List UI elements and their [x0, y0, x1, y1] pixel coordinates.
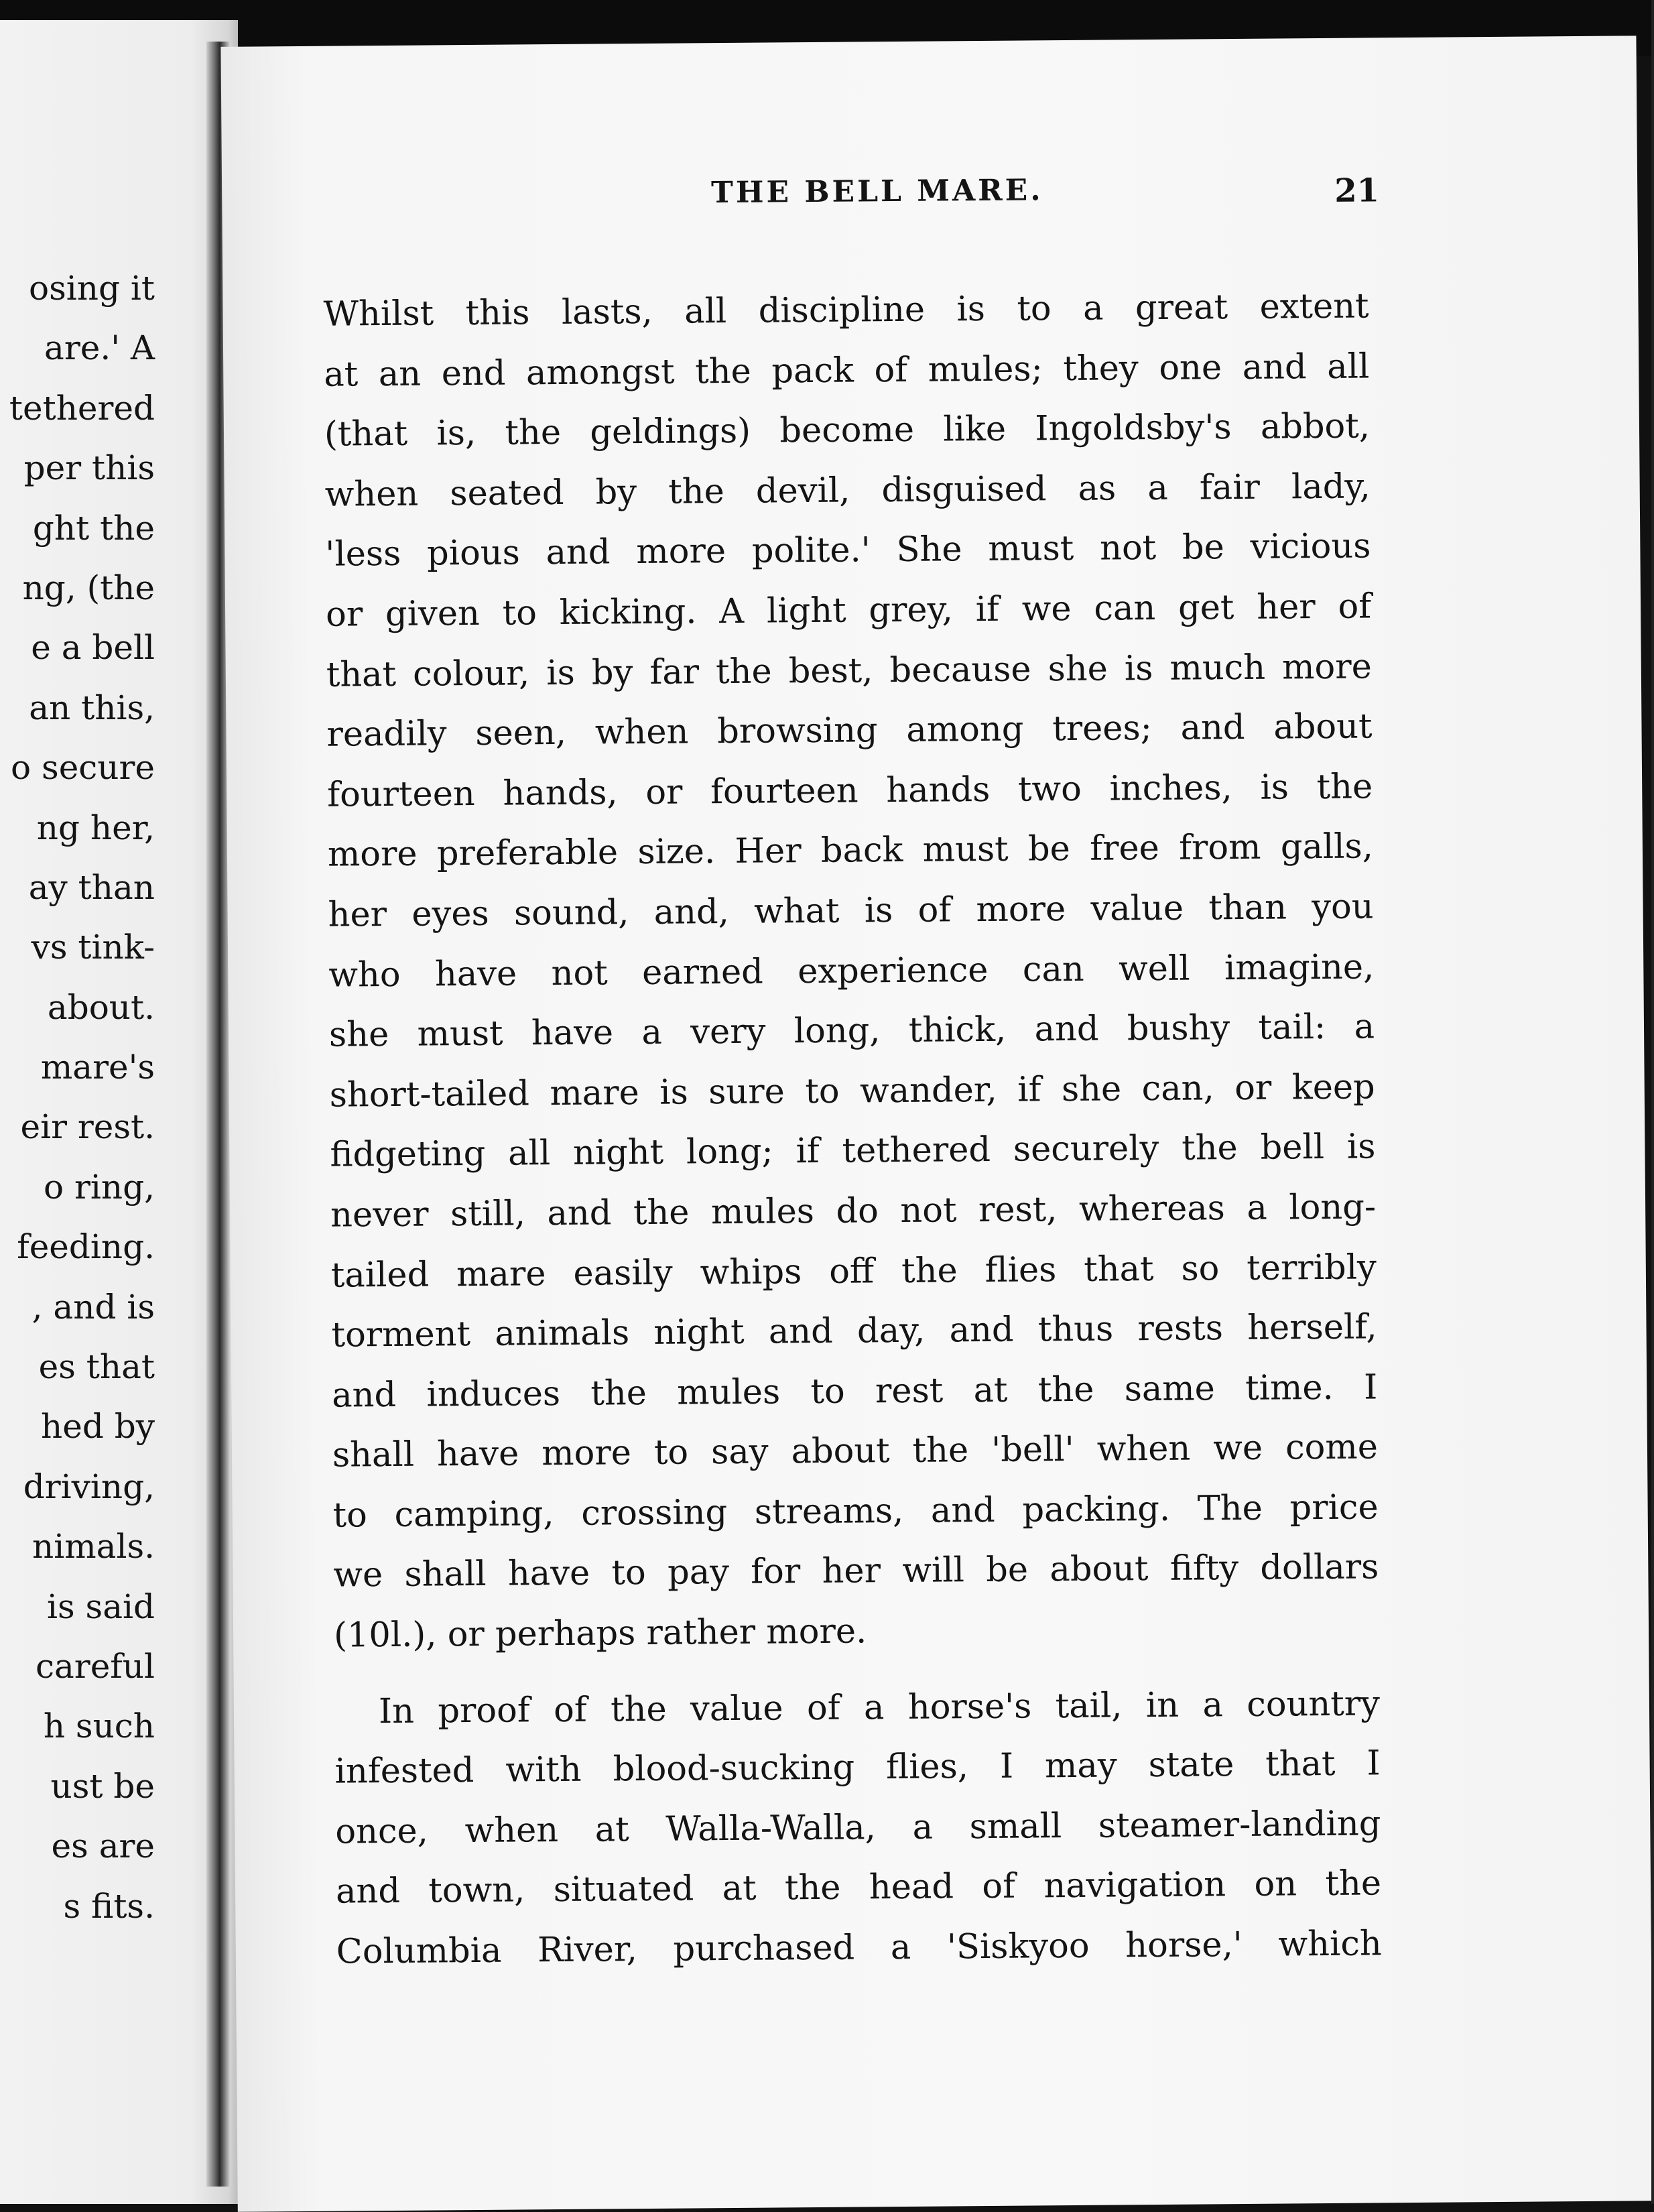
text-line: In proof of the value of a horse's tail, in a country [378, 1684, 1381, 1731]
facing-page-line: are.' A [44, 328, 155, 368]
facing-page-line: s fits. [63, 1886, 155, 1926]
paragraph [334, 1674, 1382, 1982]
text-line: she must have a very long, thick, and bushy tail: a [328, 1007, 1375, 1055]
text-line: shall have more to say about the 'bell' when we come [332, 1427, 1379, 1475]
text-line: (10l.), or perhaps rather more. [333, 1611, 867, 1656]
paragraph [323, 276, 1379, 1666]
text-line: at an end amongst the pack of mules; they one and all [324, 347, 1370, 395]
text-line: never still, and the mules do not rest, whereas a long- [330, 1187, 1377, 1235]
facing-page-line: o ring, [44, 1167, 155, 1207]
text-line: and town, situated at the head of navigation on the [335, 1863, 1382, 1912]
facing-page-line: per this [23, 448, 155, 488]
facing-page-line: o secure [11, 748, 155, 788]
facing-page-line: driving, [23, 1467, 155, 1506]
facing-page-line: about. [47, 987, 155, 1027]
text-line: that colour, is by far the best, because she is much more [326, 647, 1373, 695]
facing-page-left [0, 20, 238, 2204]
facing-page-line: an this, [29, 688, 155, 727]
facing-page-text [9, 259, 155, 1937]
body-text [323, 276, 1382, 1982]
text-line: Whilst this lasts, all discipline is to a great extent [323, 286, 1369, 334]
facing-page-line: es that [38, 1347, 155, 1387]
text-line: fourteen hands, or fourteen hands two inches, is the [327, 767, 1373, 815]
text-line: when seated by the devil, disguised as a fair lady, [324, 467, 1371, 515]
text-line: her eyes sound, and, what is of more value than you [328, 887, 1374, 935]
text-line: once, when at Walla-Walla, a small steamer-landing [335, 1804, 1381, 1852]
text-line: we shall have to pay for her will be about fifty dollars [333, 1547, 1379, 1596]
text-line: more preferable size. Her back must be free from galls, [327, 826, 1374, 875]
facing-page-line: ay than [28, 867, 155, 907]
facing-page-line: mare's [40, 1048, 155, 1087]
text-line: torment animals night and day, and thus rests herself, [331, 1307, 1377, 1355]
facing-page-line: ght the [32, 508, 155, 548]
facing-page-line: ng her, [36, 808, 155, 847]
facing-page-line: ng, (the [22, 568, 155, 607]
running-title: THE BELL MARE. [710, 173, 1043, 210]
facing-page-line: e a bell [31, 628, 155, 668]
facing-page-line: h such [43, 1707, 155, 1746]
text-line: readily seen, when browsing among trees; and about [326, 706, 1373, 755]
facing-page-line: eir rest. [20, 1107, 155, 1147]
facing-page-line: osing it [29, 269, 155, 308]
text-line: infested with blood-sucking flies, I may state that I [334, 1743, 1381, 1792]
page-right [220, 36, 1653, 2211]
text-line: to camping, crossing streams, and packing. The price [332, 1487, 1379, 1536]
text-line: tailed mare easily whips off the flies that so terribly [330, 1247, 1377, 1296]
page-number: 21 [1334, 172, 1380, 210]
text-line: short-tailed mare is sure to wander, if she can, or keep [329, 1067, 1375, 1115]
text-line: and induces the mules to rest at the same time. I [332, 1367, 1378, 1416]
facing-page-line: nimals. [32, 1527, 155, 1566]
text-line: fidgeting all night long; if tethered securely the bell is [330, 1127, 1376, 1175]
text-line: who have not earned experience can well imagine, [328, 946, 1375, 995]
text-line: (that is, the geldings) become like Ingoldsby's abbot, [324, 406, 1371, 454]
facing-page-line: tethered [9, 388, 155, 428]
facing-page-line: , and is [31, 1287, 155, 1327]
facing-page-line: hed by [41, 1407, 155, 1447]
page-header [222, 168, 1637, 227]
facing-page-line: es are [51, 1827, 155, 1866]
text-line: 'less pious and more polite.' She must not be vicious [325, 526, 1371, 575]
facing-page-line: feeding. [17, 1227, 155, 1267]
facing-page-line: vs tink- [31, 928, 155, 967]
text-line: Columbia River, purchased a 'Siskyoo horse,' which [336, 1924, 1382, 1972]
facing-page-line: is said [46, 1587, 155, 1626]
scan-right-border [1651, 0, 1654, 2204]
facing-page-line: ust be [50, 1766, 155, 1806]
facing-page-line: careful [35, 1646, 155, 1686]
text-line: or given to kicking. A light grey, if we can get her of [325, 587, 1372, 635]
